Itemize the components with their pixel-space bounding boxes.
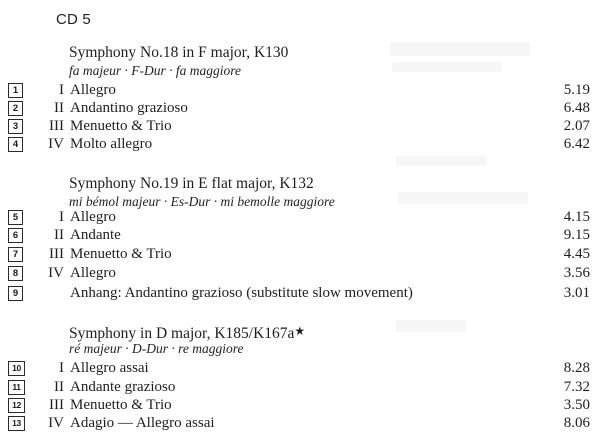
- track-number-box: 2: [8, 101, 23, 116]
- movement-numeral: I: [59, 360, 64, 376]
- track-title: Menuetto & Trio: [70, 246, 172, 262]
- work-title-text: Symphony in D major, K185/K167a: [69, 325, 295, 342]
- track-title: Menuetto & Trio: [70, 397, 172, 413]
- track-number-box: 3: [8, 119, 23, 134]
- work-key-translations: ré majeur · D-Dur · re maggiore: [69, 341, 244, 356]
- movement-numeral: II: [54, 379, 64, 395]
- track-title: Adagio — Allegro assai: [70, 415, 215, 431]
- footnote-star-mark: ★: [294, 324, 306, 338]
- track-number-box: 11: [8, 380, 25, 395]
- track-row[interactable]: [0, 99, 600, 118]
- track-number-box: 6: [8, 228, 23, 243]
- track-row[interactable]: [0, 414, 600, 433]
- work-title: [69, 322, 305, 343]
- track-duration: 6.42: [563, 136, 590, 152]
- movement-numeral: II: [54, 227, 64, 243]
- work-title: Symphony No.18 in F major, K130: [69, 44, 289, 61]
- track-title: Allegro: [70, 82, 116, 98]
- movement-numeral: IV: [48, 415, 64, 431]
- track-number-box: 4: [8, 137, 23, 152]
- show-through-mark: [396, 320, 466, 332]
- track-row[interactable]: [0, 226, 600, 245]
- track-number-box: 1: [8, 83, 23, 98]
- track-row[interactable]: [0, 396, 600, 415]
- track-number-box: 10: [8, 361, 25, 376]
- track-duration: 3.50: [563, 397, 590, 413]
- track-number-box: 7: [8, 247, 23, 262]
- work-key-translations: mi bémol majeur · Es-Dur · mi bemolle maggiore: [69, 194, 335, 209]
- track-number-box: 9: [8, 286, 23, 301]
- track-row[interactable]: [0, 264, 600, 283]
- show-through-mark: [398, 192, 528, 204]
- track-row[interactable]: [0, 378, 600, 397]
- show-through-mark: [396, 156, 486, 166]
- track-row[interactable]: [0, 81, 600, 100]
- track-duration: 4.15: [563, 209, 590, 225]
- movement-numeral: III: [49, 397, 64, 413]
- track-number-box: 5: [8, 210, 23, 225]
- track-title: Allegro: [70, 209, 116, 225]
- track-duration: 5.19: [563, 82, 590, 98]
- track-row[interactable]: [0, 284, 600, 303]
- show-through-mark: [390, 42, 530, 56]
- track-number-box: 12: [8, 398, 25, 413]
- track-row[interactable]: [0, 135, 600, 154]
- movement-numeral: IV: [48, 265, 64, 281]
- track-title: Menuetto & Trio: [70, 118, 172, 134]
- track-title: Andantino grazioso: [70, 100, 188, 116]
- track-row[interactable]: [0, 117, 600, 136]
- show-through-mark: [392, 62, 502, 72]
- track-duration: 8.28: [563, 360, 590, 376]
- track-duration: 3.56: [563, 265, 590, 281]
- track-number-box: 13: [8, 416, 25, 431]
- track-row[interactable]: [0, 359, 600, 378]
- movement-numeral: I: [59, 82, 64, 98]
- movement-numeral: II: [54, 100, 64, 116]
- track-duration: 7.32: [563, 379, 590, 395]
- track-title: Allegro assai: [70, 360, 149, 376]
- movement-numeral: III: [49, 246, 64, 262]
- track-duration: 2.07: [563, 118, 590, 134]
- track-duration: 4.45: [563, 246, 590, 262]
- track-title: Andante: [70, 227, 121, 243]
- track-duration: 9.15: [563, 227, 590, 243]
- track-number-box: 8: [8, 266, 23, 281]
- work-key-translations: fa majeur · F-Dur · fa maggiore: [69, 63, 241, 78]
- track-title: Molto allegro: [70, 136, 153, 152]
- track-duration: 6.48: [563, 100, 590, 116]
- track-row[interactable]: [0, 208, 600, 227]
- movement-numeral: IV: [48, 136, 64, 152]
- movement-numeral: III: [49, 118, 64, 134]
- cd-number-heading: CD 5: [56, 11, 91, 28]
- track-row[interactable]: [0, 245, 600, 264]
- track-title: Allegro: [70, 265, 116, 281]
- movement-numeral: I: [59, 209, 64, 225]
- track-title: Anhang: Andantino grazioso (substitute slow movement): [70, 285, 413, 301]
- work-title: Symphony No.19 in E flat major, K132: [69, 175, 314, 192]
- track-duration: 3.01: [563, 285, 590, 301]
- track-duration: 8.06: [563, 415, 590, 431]
- track-title: Andante grazioso: [70, 379, 176, 395]
